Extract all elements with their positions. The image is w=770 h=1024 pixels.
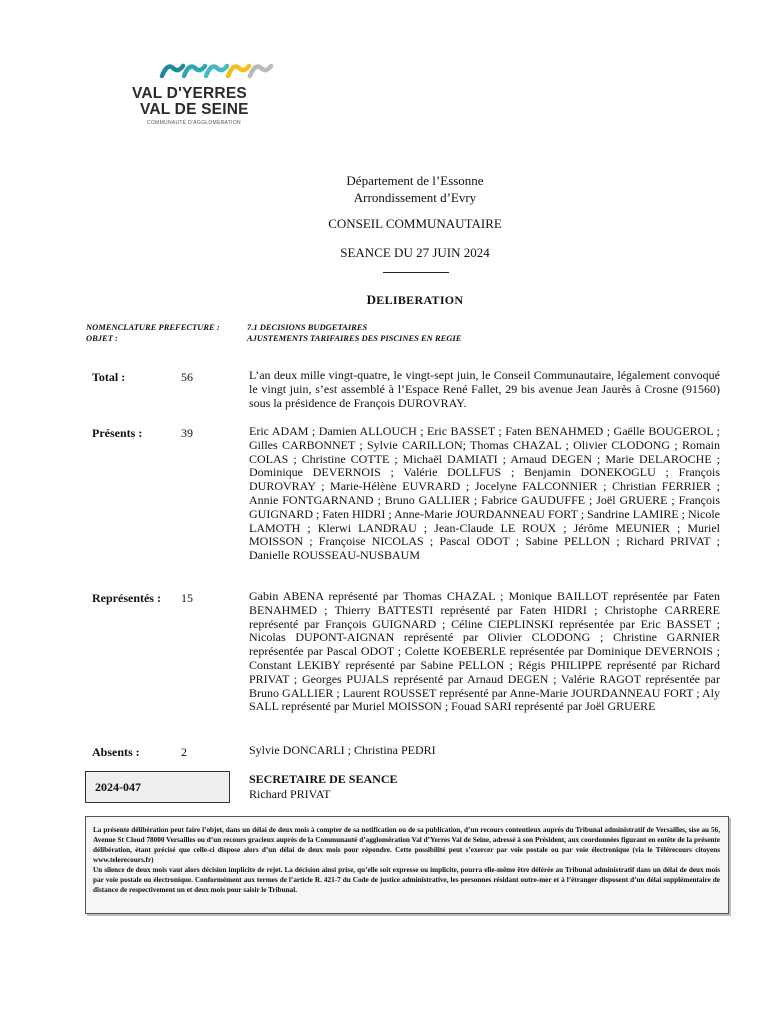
deliberation-initial: D (366, 292, 377, 307)
department-header (180, 172, 650, 206)
seance-date: SEANCE DU 27 JUIN 2024 (340, 245, 490, 260)
deliberation-rest: ELIBERATION (376, 293, 464, 307)
wave-logo-icon (130, 60, 280, 82)
presents-text: Eric ADAM ; Damien ALLOUCH ; Eric BASSET ; Faten BENAHMED ; Gaëlle BOUGEROL ; Gilles CARBONNET ; Sylvie CARILLON; Thomas CHAZAL ; Olivier CLODONG ; Romain COLAS ; Christine COTTE ; Michaël DAMIATI ; Arnaud DEGEN ; Marie DELAROCHE ; Dominique DEVERNOIS ; Valérie DOLLFUS ; Benjamin DONEKOGLU ; François DUROVRAY ; Marie-Hélène EUVRARD ; Jocelyne FALCONNIER ; Christian FERRIER ; Annie FONTGARNAND ; Bruno GALLIER ; Fabrice GAUDUFFE ; Joël GRUERE ; François GUIGNARD ; Faten HIDRI ; Anne-Marie JOURDANNEAU FORT ; Sandrine LAMIRE ; Nicole LAMOTH ; Klerwi LANDRAU ; Jean-Claude LE ROUX ; Jérôme MEUNIER ; Muriel MOISSON ; Françoise NICOLAS ; Pascal ODOT ; Sabine PELLON ; Richard PRIVAT ; Danielle ROUSSEAU-NUSBAUM (249, 424, 721, 563)
legal-notice (85, 816, 729, 914)
objet-label: OBJET : (86, 333, 118, 343)
divider (383, 272, 449, 273)
conseil-title: CONSEIL COMMUNAUTAIRE (328, 216, 502, 231)
nomenclature-value: 7.1 DECISIONS BUDGETAIRES (247, 322, 368, 332)
departement: Département de l’Essonne (346, 173, 484, 188)
legal-paragraph-1: La présente délibération peut faire l’objet, dans un délai de deux mois à compter de sa notification ou de sa publication, d’un recours contentieux auprès du Tribunal administratif de Versailles, sise au 56, Avenue St Cloud 78000 Versailles ou d’un recours gracieux auprès de la Communauté d’agglomération Val d’Yerres Val de Seine, adressé à son Président, aux coordonnées figurant en entête de la présente délibération, étant précisé que celle-ci dispose alors d’un délai de deux mois pour répondre. Cette possibilité peut s’exercer par voie postale ou par voie électronique (via le Télérecours citoyens www.telerecours.fr) (93, 826, 720, 864)
logo-line-1: VAL D'YERRES (132, 85, 247, 102)
arrondissement: Arrondissement d’Evry (353, 190, 477, 205)
wave-5 (250, 66, 271, 76)
logo-line-2: VAL DE SEINE (140, 101, 249, 118)
presents-count: 39 (181, 426, 193, 440)
absents-label: Absents : (92, 745, 140, 759)
logo-subtitle: COMMUNAUTÉ D'AGGLOMÉRATION (147, 120, 241, 126)
wave-1 (162, 66, 183, 76)
deliberation-title (180, 292, 650, 308)
deliberation-reference: 2024-047 (85, 771, 230, 803)
wave-3 (206, 66, 227, 76)
logo (130, 60, 280, 126)
presents-label: Présents : (92, 426, 143, 440)
absents-count: 2 (181, 745, 187, 759)
total-label: Total : (92, 370, 126, 384)
representes-label: Représentés : (92, 591, 161, 605)
nomenclature-label: NOMENCLATURE PREFECTURE : (86, 322, 220, 332)
total-text: L’an deux mille vingt-quatre, le vingt-sept juin, le Conseil Communautaire, légalement convoqué le vingt juin, s’est assemblé à l’Espace René Fallet, 29 bis avenue Jean Jaurès à Crosne (91560) sous la présidence de François DUROVRAY. (249, 368, 720, 410)
objet-value: AJUSTEMENTS TARIFAIRES DES PISCINES EN REGIE (247, 333, 462, 343)
wave-4 (228, 66, 249, 76)
wave-2 (184, 66, 205, 76)
total-count: 56 (181, 370, 193, 384)
legal-paragraph-2: Un silence de deux mois vaut alors décision implicite de rejet. La décision ainsi prise, qu’elle soit expresse ou implicite, pourra elle-même être déférée au Tribunal administratif dans un délai de deux mois par voie postale ou électronique. Conformément aux termes de l’article R. 421-7 du Code de justice administrative, les personnes résidant outre-mer et à l’étranger disposent d’un délai supplémentaire de distance de respectivement un et deux mois pour saisir le Tribunal. (93, 866, 720, 894)
representes-count: 15 (181, 591, 193, 605)
representes-text: Gabin ABENA représenté par Thomas CHAZAL ; Monique BAILLOT représentée par Faten BENAHMED ; Thierry BATTESTI représenté par Faten HIDRI ; Christophe CARRERE représenté par François GUIGNARD ; Céline CIEPLINSKI représentée par Eric BASSET ; Nicolas DUPONT-AIGNAN représenté par Olivier CLODONG ; Christine GARNIER représentée par Pascal ODOT ; Colette KOEBERLE représentée par Dominique DEVERNOIS ; Constant LEKIBY représenté par Sabine PELLON ; Régis PHILIPPE représenté par Richard PRIVAT ; Georges PUJALS représenté par Arnaud DEGEN ; Valérie RAGOT représentée par Bruno GALLIER ; Laurent ROUSSET représenté par Anne-Marie JOURDANNEAU FORT ; Aly SALL représenté par Muriel MOISSON ; Fouad SARI représenté par Joël GRUERE (249, 589, 720, 714)
absents-text: Sylvie DONCARLI ; Christina PEDRI (249, 743, 436, 757)
secretaire-name: Richard PRIVAT (249, 787, 331, 801)
secretaire-title: SECRETAIRE DE SEANCE (249, 772, 398, 786)
